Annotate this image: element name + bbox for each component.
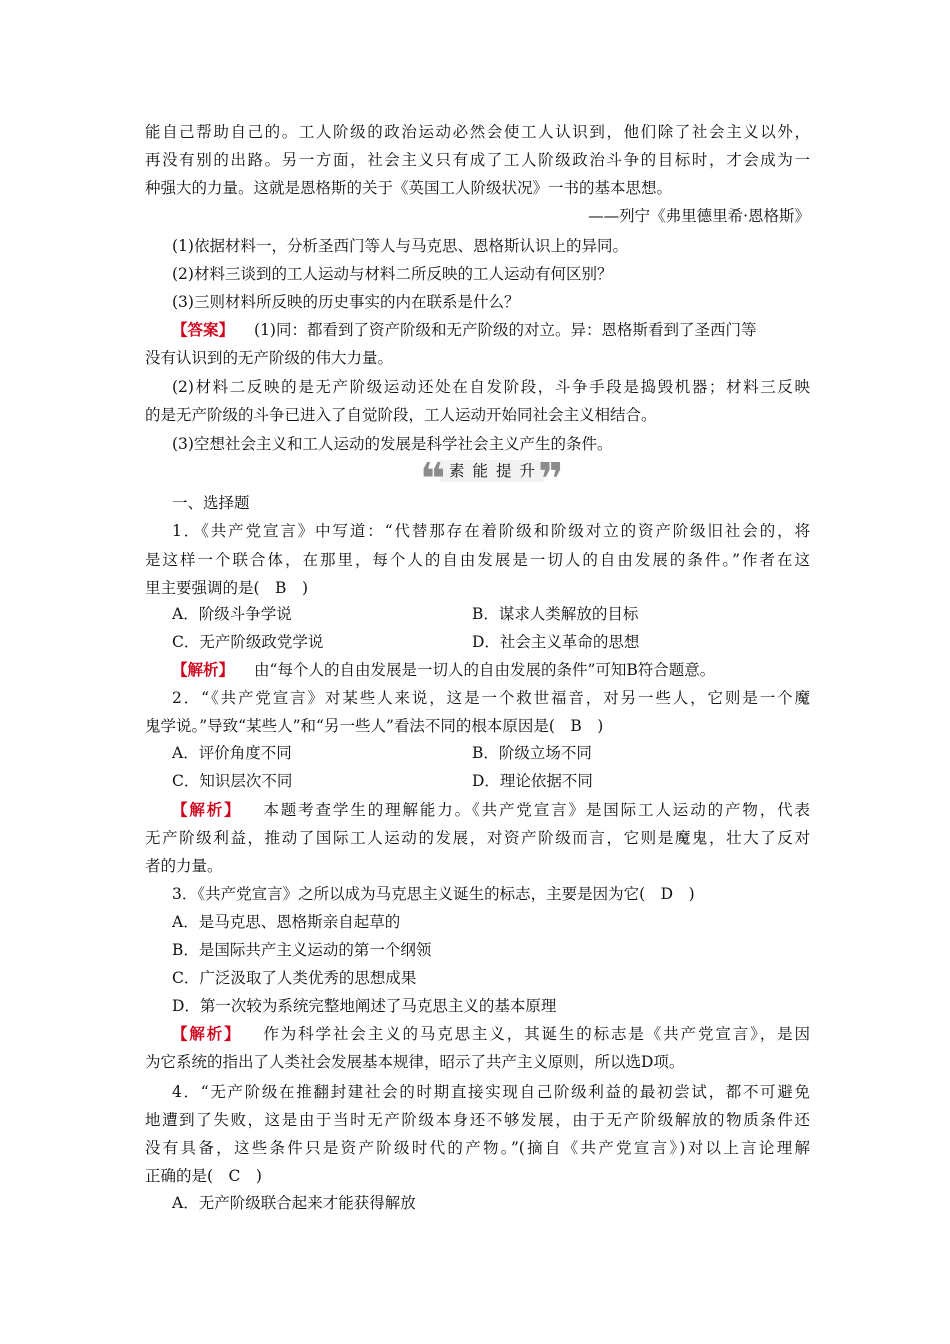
question-stem: 2．“《共产党宣言》对某些人来说，这是一个救世福音，对另一些人，它则是一个魔 bbox=[172, 689, 810, 707]
option-a: A．阶级斗争学说 bbox=[172, 605, 292, 623]
option-c: C．广泛汲取了人类优秀的思想成果 bbox=[172, 969, 417, 987]
section-title: 一、选择题 bbox=[172, 494, 250, 512]
option-c: C．知识层次不同 bbox=[172, 772, 293, 790]
answer-line bbox=[172, 320, 810, 340]
analysis-text: 作为科学社会主义的马克思主义，其诞生的标志是《共产党宣言》，是因 bbox=[261, 1025, 810, 1043]
sub-question-3: (3)三则材料所反映的历史事实的内在联系是什么？ bbox=[172, 293, 520, 311]
analysis-line: 为它系统的指出了人类社会发展基本规律，昭示了共产主义原则，所以选D项。 bbox=[145, 1053, 685, 1071]
question-stem: 里主要强调的是( B ) bbox=[145, 579, 308, 597]
analysis-text: 由“每个人的自由发展是一切人的自由发展的条件”可知B符合题意。 bbox=[254, 661, 716, 679]
option-d: D．第一次较为系统完整地阐述了马克思主义的基本原理 bbox=[172, 997, 557, 1015]
open-quote-icon: ❝ bbox=[420, 454, 446, 505]
section-banner bbox=[418, 454, 564, 505]
analysis-tag: 【解析】 bbox=[172, 800, 242, 819]
answer-line: (3)空想社会主义和工人运动的发展是科学社会主义产生的条件。 bbox=[172, 435, 613, 453]
material-text-line: 能自己帮助自己的。工人阶级的政治运动必然会使工人认识到，他们除了社会主义以外， bbox=[145, 123, 810, 141]
option-d: D．理论依据不同 bbox=[472, 772, 593, 790]
sub-question-2: (2)材料三谈到的工人运动与材料二所反映的工人运动有何区别？ bbox=[172, 265, 613, 283]
question-stem: 1．《共产党宣言》中写道：“代替那存在着阶级和阶级对立的资产阶级旧社会的，将 bbox=[172, 522, 810, 540]
answer-text: (1)同：都看到了资产阶级和无产阶级的对立。异：恩格斯看到了圣西门等 bbox=[254, 321, 757, 339]
option-a: A．无产阶级联合起来才能获得解放 bbox=[172, 1194, 416, 1212]
close-quote-icon: ❞ bbox=[538, 454, 564, 505]
option-b: B．阶级立场不同 bbox=[472, 744, 592, 762]
option-c: C．无产阶级政党学说 bbox=[172, 633, 324, 651]
option-d: D．社会主义革命的思想 bbox=[472, 633, 640, 651]
option-a: A．是马克思、恩格斯亲自起草的 bbox=[172, 913, 401, 931]
analysis-line bbox=[172, 800, 810, 820]
option-a: A．评价角度不同 bbox=[172, 744, 292, 762]
material-text-line: 再没有别的出路。另一方面，社会主义只有成了工人阶级政治斗争的目标时，才会成为一 bbox=[145, 151, 810, 169]
question-stem: 地遭到了失败，这是由于当时无产阶级本身还不够发展，由于无产阶级解放的物质条件还 bbox=[145, 1111, 810, 1129]
analysis-line bbox=[172, 660, 810, 680]
analysis-line bbox=[172, 1024, 810, 1044]
answer-line: (2)材料二反映的是无产阶级运动还处在自发阶段，斗争手段是捣毁机器；材料三反映 bbox=[172, 378, 810, 396]
question-stem: 4．“无产阶级在推翻封建社会的时期直接实现自己阶级利益的最初尝试，都不可避免 bbox=[172, 1083, 810, 1101]
answer-tag: 【答案】 bbox=[172, 320, 235, 339]
question-stem: 鬼学说。”导致“某些人”和“另一些人”看法不同的根本原因是( B ) bbox=[145, 717, 604, 735]
banner-title: 素能提升 bbox=[448, 462, 543, 480]
analysis-tag: 【解析】 bbox=[172, 660, 235, 679]
analysis-line: 者的力量。 bbox=[145, 857, 223, 875]
answer-line: 没有认识到的无产阶级的伟大力量。 bbox=[145, 349, 394, 367]
material-source: ——列宁《弗里德里希·恩格斯》 bbox=[588, 207, 810, 225]
analysis-line: 无产阶级利益，推动了国际工人运动的发展，对资产阶级而言，它则是魔鬼，壮大了反对 bbox=[145, 829, 810, 847]
answer-line: 的是无产阶级的斗争已进入了自觉阶段，工人运动开始同社会主义相结合。 bbox=[145, 406, 657, 424]
material-text-line: 种强大的力量。这就是恩格斯的关于《英国工人阶级状况》一书的基本思想。 bbox=[145, 179, 673, 197]
analysis-text: 本题考查学生的理解能力。《共产党宣言》是国际工人运动的产物，代表 bbox=[261, 801, 810, 819]
question-stem: 是这样一个联合体，在那里，每个人的自由发展是一切人的自由发展的条件。”作者在这 bbox=[145, 551, 810, 569]
sub-question-1: (1)依据材料一，分析圣西门等人与马克思、恩格斯认识上的异同。 bbox=[172, 237, 628, 255]
question-stem: 没有具备，这些条件只是资产阶级时代的产物。”(摘自《共产党宣言》)对以上言论理解 bbox=[145, 1139, 810, 1157]
option-b: B．是国际共产主义运动的第一个纲领 bbox=[172, 941, 432, 959]
question-stem: 正确的是( C ) bbox=[145, 1167, 262, 1185]
option-b: B．谋求人类解放的目标 bbox=[472, 605, 639, 623]
analysis-tag: 【解析】 bbox=[172, 1024, 242, 1043]
question-stem: 3．《共产党宣言》之所以成为马克思主义诞生的标志，主要是因为它( D ) bbox=[172, 885, 695, 903]
